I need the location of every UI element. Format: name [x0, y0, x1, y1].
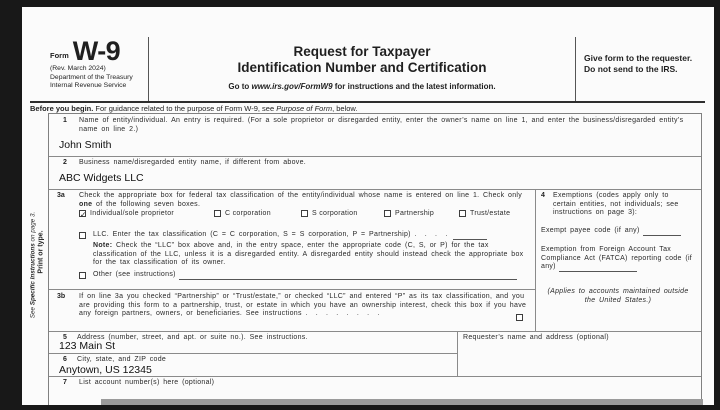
classification-option-c-corp[interactable] — [214, 210, 271, 217]
llc-dot-leader: . . . . — [414, 231, 450, 238]
llc-checkbox[interactable] — [79, 232, 86, 239]
line3a-label-pre: Check the appropriate box for federal tax classification of the entity/individual whose name is entered on line 1. Check only — [79, 192, 523, 199]
exempt-payee-label: Exempt payee code (if any) — [541, 227, 640, 234]
department-line: Department of the Treasury — [50, 73, 133, 81]
exempt-payee-code-field[interactable] — [643, 229, 681, 236]
line4-number: 4 — [541, 192, 545, 199]
line6-label: City, state, and ZIP code — [77, 356, 167, 363]
form-fields-table — [48, 113, 702, 405]
row2-divider — [49, 189, 701, 190]
before-bold: Before you begin. — [30, 104, 94, 113]
row3-divider — [49, 331, 701, 332]
print-or-type-vertical-label: Print or type. — [37, 230, 45, 274]
form-title-line1: Request for Taxpayer — [293, 44, 431, 59]
llc-code-entry-field[interactable] — [453, 233, 487, 240]
form-title-line2: Identification Number and Certification — [237, 60, 487, 75]
goto-instruction-line — [152, 82, 572, 91]
line3a-number: 3a — [57, 192, 65, 199]
form-title-block — [152, 44, 572, 91]
individual-checkbox[interactable] — [79, 210, 86, 217]
header-divider-left — [148, 37, 149, 101]
c-corp-checkbox[interactable] — [214, 210, 221, 217]
before-italic: Purpose of Form — [276, 104, 333, 113]
line3b-dot-leader: . . . . . . . . — [305, 310, 382, 318]
line5-number: 5 — [63, 334, 67, 341]
name-field[interactable]: John Smith — [59, 139, 112, 151]
city-state-zip-field[interactable]: Anytown, US 12345 — [59, 364, 152, 376]
c-corp-label: C corporation — [225, 210, 271, 217]
give-form-note: Give form to the requester. Do not send to the IRS. — [584, 53, 693, 74]
other-checkbox[interactable] — [79, 272, 86, 279]
before-text: For guidance related to the purpose of Form W-9, see — [93, 104, 277, 113]
llc-note-text: Check the “LLC” box above and, in the entry space, enter the appropriate code (C, S, or P) for the tax classification of the LLC, unless it is a disregarded entity. A disregarded entity should instead check the appropriate box for the tax classification of its owner. — [93, 242, 524, 267]
llc-label: LLC. Enter the tax classification (C = C corporation, S = S corporation, P = Partnership) — [93, 231, 411, 238]
form-identity-block — [50, 36, 146, 91]
individual-label: Individual/sole proprietor — [90, 210, 175, 217]
line7-label: List account number(s) here (optional) — [79, 379, 215, 386]
form-number: W-9 — [72, 36, 121, 66]
line3b-text-block — [79, 293, 537, 319]
llc-note — [93, 242, 535, 268]
w9-form-page — [22, 7, 714, 405]
partnership-label: Partnership — [395, 210, 435, 217]
business-name-field[interactable]: ABC Widgets LLC — [59, 172, 144, 184]
fatca-label: Exemption from Foreign Account Tax Compliance Act (FATCA) reporting code (if any) — [541, 246, 693, 271]
specific-instructions-word: Specific Instructions — [29, 243, 37, 306]
classification-option-partnership[interactable] — [384, 210, 434, 217]
trust-estate-label: Trust/estate — [470, 210, 511, 217]
row5-6-divider — [49, 353, 457, 354]
classification-option-individual[interactable] — [79, 210, 174, 217]
line4-label: Exemptions (codes apply only to certain entities, not individuals; see instructions on page 3): — [553, 192, 679, 217]
see-word: See — [29, 305, 37, 319]
foreign-partners-checkbox[interactable] — [516, 314, 523, 321]
classification-option-s-corp[interactable] — [301, 210, 358, 217]
line1-label: Name of entity/individual. An entry is required. (For a sole proprietor or disregarded entity, enter the owner’s name on line 1, and enter the business/disregarded entity’s name on line 2.) — [79, 117, 684, 133]
fatca-row — [541, 246, 695, 272]
partnership-checkbox[interactable] — [384, 210, 391, 217]
line5-label: Address (number, street, and apt. or suite no.). See instructions. — [77, 334, 308, 341]
irs-url-link[interactable]: www.irs.gov/FormW9 — [251, 82, 333, 91]
before-end: , below. — [332, 104, 358, 113]
llc-row — [93, 231, 533, 240]
trust-estate-checkbox[interactable] — [459, 210, 466, 217]
applies-note: (Applies to accounts maintained outside the United States.) — [547, 288, 689, 304]
row6-divider — [49, 376, 701, 377]
line1-number: 1 — [63, 117, 67, 124]
address-field[interactable]: 123 Main St — [59, 340, 116, 352]
row3a-3b-divider — [49, 289, 535, 290]
s-corp-label: S corporation — [312, 210, 358, 217]
line3a-label — [79, 192, 531, 209]
exempt-payee-row — [541, 227, 699, 236]
line2-label: Business name/disregarded entity name, if different from above. — [79, 159, 307, 166]
line2-number: 2 — [63, 159, 67, 166]
requester-entry-area[interactable] — [458, 344, 698, 374]
line3b-number: 3b — [57, 293, 66, 300]
requester-label: Requester’s name and address (optional) — [463, 334, 609, 341]
other-label: Other (see instructions) — [93, 271, 176, 278]
part1-section-bar — [101, 399, 703, 405]
llc-note-bold: Note: — [93, 242, 113, 249]
account-numbers-entry-area[interactable] — [79, 388, 479, 398]
goto-suffix: for instructions and the latest information. — [332, 82, 496, 91]
header-divider-right — [575, 37, 576, 101]
other-entry-field[interactable] — [179, 273, 517, 280]
on-page-word: on page 3. — [29, 211, 37, 244]
see-specific-instructions-vertical-label — [30, 212, 37, 318]
classification-option-trust-estate[interactable] — [459, 210, 510, 217]
line3b-text: If on line 3a you checked “Partnership” or “Trust/estate,” or checked “LLC” and entered “P” as its tax classification, and you are providing this form to a partnership, trust, or estate in which you have an ownership interest, check this box if you have any foreign partners, owners, or beneficiaries. See instructions — [79, 293, 527, 318]
before-you-begin-line — [30, 104, 358, 113]
line3a-label-one: one — [79, 200, 93, 208]
fatca-code-field[interactable] — [559, 265, 637, 272]
agency-line: Internal Revenue Service — [50, 82, 127, 89]
line6-number: 6 — [63, 356, 67, 363]
s-corp-checkbox[interactable] — [301, 210, 308, 217]
form-word: Form — [50, 51, 69, 60]
line7-number: 7 — [63, 379, 67, 386]
row1-divider — [49, 156, 701, 157]
other-row — [93, 271, 533, 280]
header-rule — [30, 101, 705, 103]
line3a-label-post: of the following seven boxes. — [92, 200, 201, 208]
form-revision: (Rev. March 2024) — [50, 65, 106, 72]
goto-prefix: Go to — [228, 82, 252, 91]
